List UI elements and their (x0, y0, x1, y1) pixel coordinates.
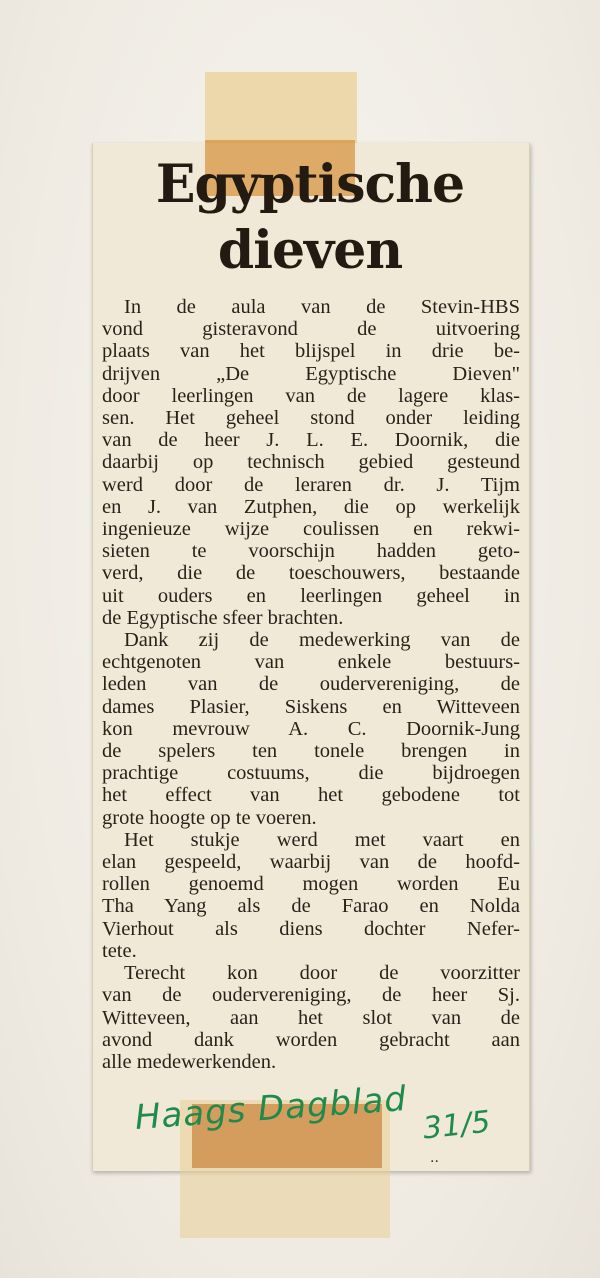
article-line: Witteveen, aan het slot van de (102, 1006, 520, 1029)
article-line: van de oudervereniging, de heer Sj. (102, 984, 520, 1007)
article-line: sieten te voorschijn hadden geto- (102, 540, 520, 563)
article-line: Tha Yang als de Farao en Nolda (102, 895, 520, 918)
article-line: avond dank worden gebracht aan (102, 1028, 520, 1051)
article-line: rollen genoemd mogen worden Eu (102, 873, 520, 896)
article-line: kon mevrouw A. C. Doornik-Jung (102, 717, 520, 740)
article-line: leden van de oudervereniging, de (102, 673, 520, 696)
article-line: tete. (102, 939, 137, 962)
article-line: In de aula van de Stevin-HBS (124, 296, 520, 318)
article-line: de Egyptische sfeer brachten. (102, 606, 344, 629)
article-body (102, 296, 520, 1073)
article-line: alle medewerkenden. (102, 1050, 277, 1073)
article-line: het effect van het gebodene tot (102, 784, 520, 807)
article-line: Vierhout als diens dochter Nefer- (102, 917, 520, 940)
handwritten-date: 31/5 (421, 1104, 493, 1147)
handwritten-newspaper-name: Haags Dagblad (133, 1079, 409, 1138)
article-line: prachtige costuums, die bijdroegen (102, 762, 520, 785)
article-line: ingenieuze wijze coulissen en rekwi- (102, 518, 520, 541)
article-line: door leerlingen van de lagere klas- (102, 384, 520, 407)
article-line: elan gespeeld, waarbij van de hoofd- (102, 851, 520, 874)
headline (92, 152, 528, 284)
headline-line-1: Egyptische (155, 154, 465, 215)
article-line: plaats van het blijspel in drie be- (102, 340, 520, 363)
article-line: Terecht kon door de voorzitter (124, 962, 520, 985)
headline-line-2: dieven (217, 220, 403, 281)
article-line: en J. van Zutphen, die op werkelijk (102, 495, 520, 518)
article-line: daarbij op technisch gebied gesteund (102, 451, 520, 474)
article-line: grote hoogte op te voeren. (102, 806, 317, 829)
footer-marks: .. (430, 1150, 439, 1166)
article-line: vond gisteravond de uitvoering (102, 318, 520, 341)
article-line: echtgenoten van enkele bestuurs- (102, 651, 520, 674)
article-line: dames Plasier, Siskens en Witteveen (102, 695, 520, 718)
article-line: van de heer J. L. E. Doornik, die (102, 429, 520, 452)
article-line: uit ouders en leerlingen geheel in (102, 584, 520, 607)
article-line: sen. Het geheel stond onder leiding (102, 407, 520, 430)
article-line: werd door de leraren dr. J. Tijm (102, 473, 520, 496)
article-line: Dank zij de medewerking van de (124, 629, 520, 652)
article-line: de spelers ten tonele brengen in (102, 740, 520, 763)
handwritten-annotation (133, 1079, 525, 1158)
article-line: Het stukje werd met vaart en (124, 828, 520, 851)
article-line: verd, die de toeschouwers, bestaande (102, 562, 520, 585)
article-line: drijven „De Egyptische Dieven" (102, 362, 520, 385)
